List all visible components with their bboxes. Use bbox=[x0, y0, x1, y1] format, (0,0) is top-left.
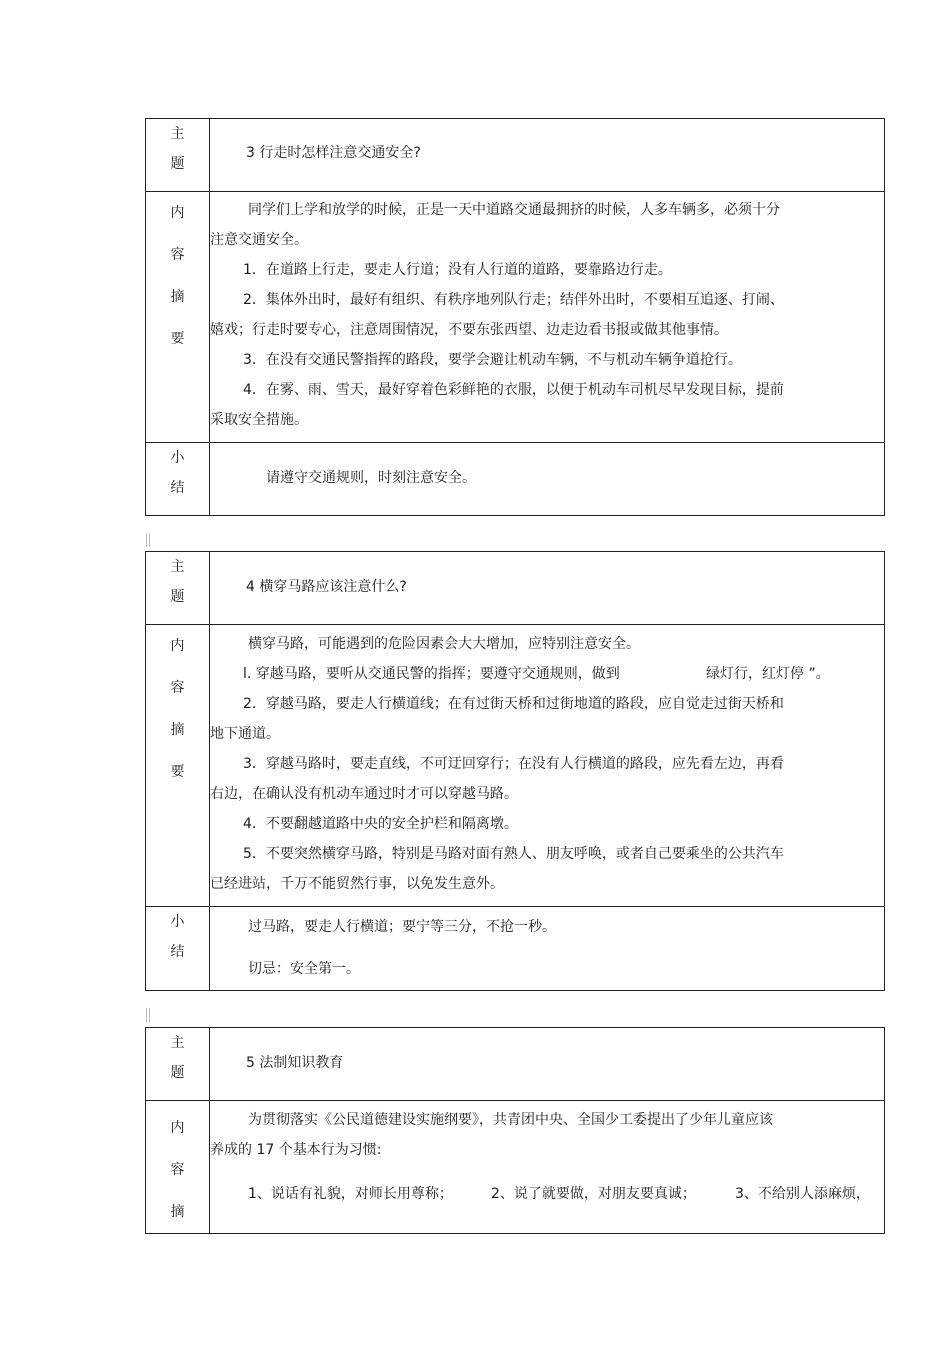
content-line: 5．不要突然横穿马路，特别是马路对面有熟人、朋友呼唤，或者自己要乘坐的公共汽车 bbox=[243, 846, 784, 862]
content-line: 2．集体外出时，最好有组织、有秩序地列队行走；结伴外出时，不要相互追逐、打闹、 bbox=[243, 292, 784, 308]
content-label: 要 bbox=[170, 764, 185, 780]
content-label: 容 bbox=[170, 680, 185, 696]
content-line: 3．穿越马路时，要走直线，不可迂回穿行；在没有人行横道的路段，应先看左边，再看 bbox=[243, 756, 784, 772]
content-line: 地下通道。 bbox=[210, 726, 280, 742]
divider-mark bbox=[146, 1008, 150, 1022]
content-label: 摘 bbox=[170, 289, 185, 305]
topic-cell bbox=[210, 552, 885, 625]
content-line: 右边，在确认没有机动车通过时才可以穿越马路。 bbox=[210, 786, 518, 802]
divider-mark bbox=[146, 533, 150, 547]
summary-text: 切忌：安全第一。 bbox=[248, 961, 360, 977]
content-label: 内 bbox=[170, 638, 185, 654]
content-line: 横穿马路，可能遇到的危险因素会大大增加，应特别注意安全。 bbox=[248, 636, 640, 652]
topic-text: 5 法制知识教育 bbox=[246, 1055, 344, 1071]
content-cell bbox=[210, 192, 885, 443]
content-line: 已经进站，千万不能贸然行事，以免发生意外。 bbox=[210, 876, 504, 892]
topic-label: 主 bbox=[170, 559, 185, 575]
content-line-tail: 绿灯行，红灯停 ”。 bbox=[706, 666, 830, 682]
summary-text: 请遵守交通规则，时刻注意安全。 bbox=[266, 470, 476, 486]
content-label-cell bbox=[146, 1101, 210, 1234]
summary-label-cell bbox=[146, 443, 210, 516]
content-label: 要 bbox=[170, 331, 185, 347]
topic-label: 主 bbox=[170, 1035, 185, 1051]
section-table bbox=[145, 551, 885, 991]
content-line: 1．在道路上行走，要走人行道；没有人行道的道路，要靠路边行走。 bbox=[243, 262, 672, 278]
content-line: 3．在没有交通民警指挥的路段，要学会避让机动车辆，不与机动车辆争道抢行。 bbox=[243, 352, 742, 368]
topic-label-cell bbox=[146, 1028, 210, 1101]
topic-text: 3 行走时怎样注意交通安全? bbox=[246, 145, 421, 161]
topic-label-cell bbox=[146, 552, 210, 625]
content-label: 内 bbox=[170, 1120, 185, 1136]
content-label: 摘 bbox=[170, 1204, 185, 1220]
section-table bbox=[145, 1027, 885, 1234]
content-label: 内 bbox=[170, 205, 185, 221]
content-line: 2．穿越马路，要走人行横道线；在有过街天桥和过街地道的路段，应自觉走过街天桥和 bbox=[243, 696, 784, 712]
topic-label: 题 bbox=[170, 1065, 185, 1081]
content-line: 注意交通安全。 bbox=[210, 232, 308, 248]
content-line: 采取安全措施。 bbox=[210, 412, 308, 428]
topic-label: 主 bbox=[170, 126, 185, 142]
content-label: 容 bbox=[170, 247, 185, 263]
content-line: l. 穿越马路，要听从交通民警的指挥；要遵守交通规则，做到 bbox=[243, 666, 620, 682]
content-line: 养成的 17 个基本行为习惯: bbox=[210, 1142, 382, 1158]
content-label: 容 bbox=[170, 1162, 185, 1178]
content-label-cell bbox=[146, 625, 210, 907]
content-label: 摘 bbox=[170, 722, 185, 738]
summary-text: 过马路，要走人行横道；要宁等三分，不抢一秒。 bbox=[248, 919, 556, 935]
summary-label: 结 bbox=[170, 480, 185, 496]
summary-label: 结 bbox=[170, 944, 185, 960]
summary-label: 小 bbox=[170, 450, 185, 466]
topic-label: 题 bbox=[170, 589, 185, 605]
content-line: 1、说话有礼貌，对师长用尊称； bbox=[248, 1186, 453, 1202]
content-cell bbox=[210, 625, 885, 907]
summary-cell bbox=[210, 443, 885, 516]
summary-label: 小 bbox=[170, 914, 185, 930]
topic-text: 4 横穿马路应该注意什么? bbox=[246, 579, 407, 595]
content-line: 4．在雾、雨、雪天，最好穿着色彩鲜艳的衣服，以便于机动车司机尽早发现目标，提前 bbox=[243, 382, 784, 398]
section-table bbox=[145, 118, 885, 516]
summary-label-cell bbox=[146, 907, 210, 991]
content-line: 2、说了就要做，对朋友要真诚； bbox=[491, 1186, 696, 1202]
summary-cell bbox=[210, 907, 885, 991]
content-line: 为贯彻落实《公民道德建设实施纲要》，共青团中央、全国少工委提出了少年儿童应该 bbox=[248, 1112, 773, 1128]
topic-cell bbox=[210, 1028, 885, 1101]
content-line: 4．不要翻越道路中央的安全护栏和隔离墩。 bbox=[243, 816, 518, 832]
content-line: 3、不给别人添麻烦， bbox=[735, 1186, 870, 1202]
topic-cell bbox=[210, 119, 885, 192]
topic-label: 题 bbox=[170, 156, 185, 172]
content-cell bbox=[210, 1101, 885, 1234]
topic-label-cell bbox=[146, 119, 210, 192]
content-line: 同学们上学和放学的时候，正是一天中道路交通最拥挤的时候，人多车辆多，必须十分 bbox=[248, 202, 780, 218]
content-label-cell bbox=[146, 192, 210, 443]
content-line: 嬉戏；行走时要专心，注意周围情况，不要东张西望、边走边看书报或做其他事情。 bbox=[210, 322, 728, 338]
